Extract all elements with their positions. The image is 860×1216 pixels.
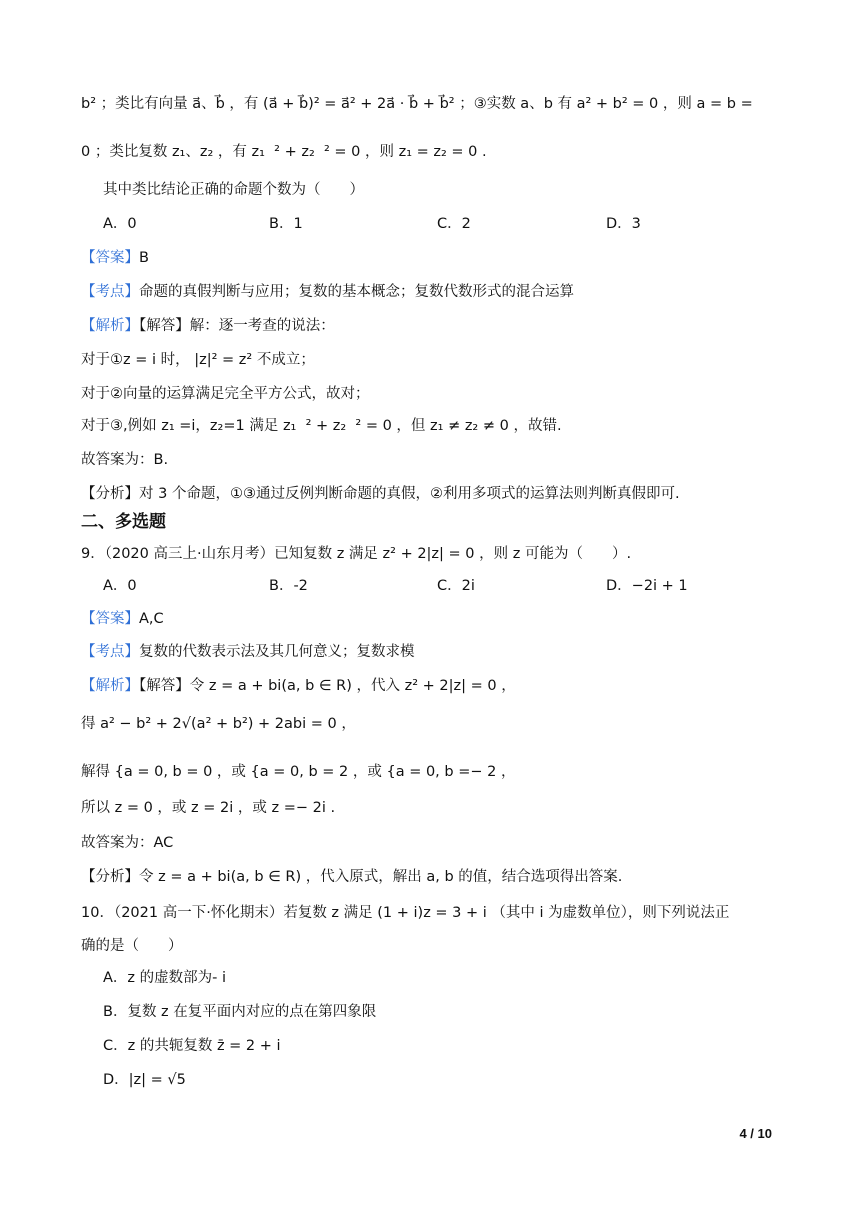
line-b2-vectors: b² ；类比有向量 a⃗、b⃗ ，有 (a⃗ + b⃗)² = a⃗² + 2a⃗ · b⃗ + b⃗² ；③实数 a、b 有 a² + b² = 0 ，则 a = b = [81,96,753,112]
q9-option-b: B．-2 [269,578,308,594]
q8-answer: 【答案】B [81,250,149,266]
q8-stem: 其中类比结论正确的命题个数为（ ） [103,182,364,198]
q9-option-a: A．0 [103,578,137,594]
q8-knowledge-point: 【考点】命题的真假判断与应用；复数的基本概念；复数代数形式的混合运算 [81,284,574,300]
q10-stem-line-1: 10．（2021 高一下·怀化期末）若复数 z 满足 (1 + i)z = 3 + i （其中 i 为虚数单位），则下列说法正 [81,905,730,921]
q10-stem-line-2: 确的是（ ） [81,938,183,954]
q9-option-d: D．−2i + 1 [606,578,688,594]
q9-answer: 【答案】A,C [81,611,164,627]
q9-option-c: C．2i [437,578,475,594]
q8-analysis-line-2: 对于②向量的运算满足完全平方公式，故对； [81,386,370,402]
q8-option-d: D．3 [606,216,641,232]
q8-option-a: A．0 [103,216,137,232]
q9-analysis: 【解析】【解答】令 z = a + bi(a, b ∈ R) ，代入 z² + 2|z| = 0 ， [81,678,516,694]
q8-option-c: C．2 [437,216,471,232]
q9-stem: 9．（2020 高三上·山东月考）已知复数 z 满足 z² + 2|z| = 0 ，则 z 可能为（ ）. [81,546,632,562]
q9-analysis-line-3: 所以 z = 0 ，或 z = 2i ，或 z =− 2i . [81,800,336,816]
q8-analysis-line-1: 对于①z = i 时， |z|² = z² 不成立； [81,352,315,368]
q10-option-b: B．复数 z 在复平面内对应的点在第四象限 [103,1004,377,1020]
q9-analysis-line-4: 故答案为：AC [81,835,174,851]
section-title-multiple-choice: 二、多选题 [81,512,166,532]
q10-option-a: A．z 的虚数部为- i [103,970,227,986]
q8-summary: 【分析】对 3 个命题，①③通过反例判断命题的真假，②利用多项式的运算法则判断真假即可. [81,486,680,502]
line-complex-analogy: 0 ；类比复数 z₁、z₂ ，有 z₁ ² + z₂ ² = 0 ，则 z₁ = z₂ = 0 . [81,144,487,160]
q8-analysis-line-3: 对于③,例如 z₁ =i，z₂=1 满足 z₁ ² + z₂ ² = 0 ，但 z₁ ≠ z₂ ≠ 0 ，故错. [81,418,562,434]
q9-analysis-line-2: 解得 {a = 0, b = 0 ，或 {a = 0, b = 2 ，或 {a = 0, b =− 2 ， [81,764,516,780]
q8-analysis-line-4: 故答案为：B. [81,452,169,468]
page-number: 4 / 10 [739,1126,772,1141]
q10-option-c: C．z 的共轭复数 z̄ = 2 + i [103,1038,281,1054]
q9-knowledge-point: 【考点】复数的代数表示法及其几何意义；复数求模 [81,644,415,660]
q8-option-b: B．1 [269,216,303,232]
q9-summary: 【分析】令 z = a + bi(a, b ∈ R) ，代入原式，解出 a, b 的值，结合选项得出答案. [81,869,623,885]
q9-analysis-line-1: 得 a² − b² + 2√(a² + b²) + 2abi = 0 ， [81,716,356,732]
q8-analysis: 【解析】【解答】解：逐一考查的说法： [81,318,335,334]
q10-option-d: D．|z| = √5 [103,1072,186,1088]
